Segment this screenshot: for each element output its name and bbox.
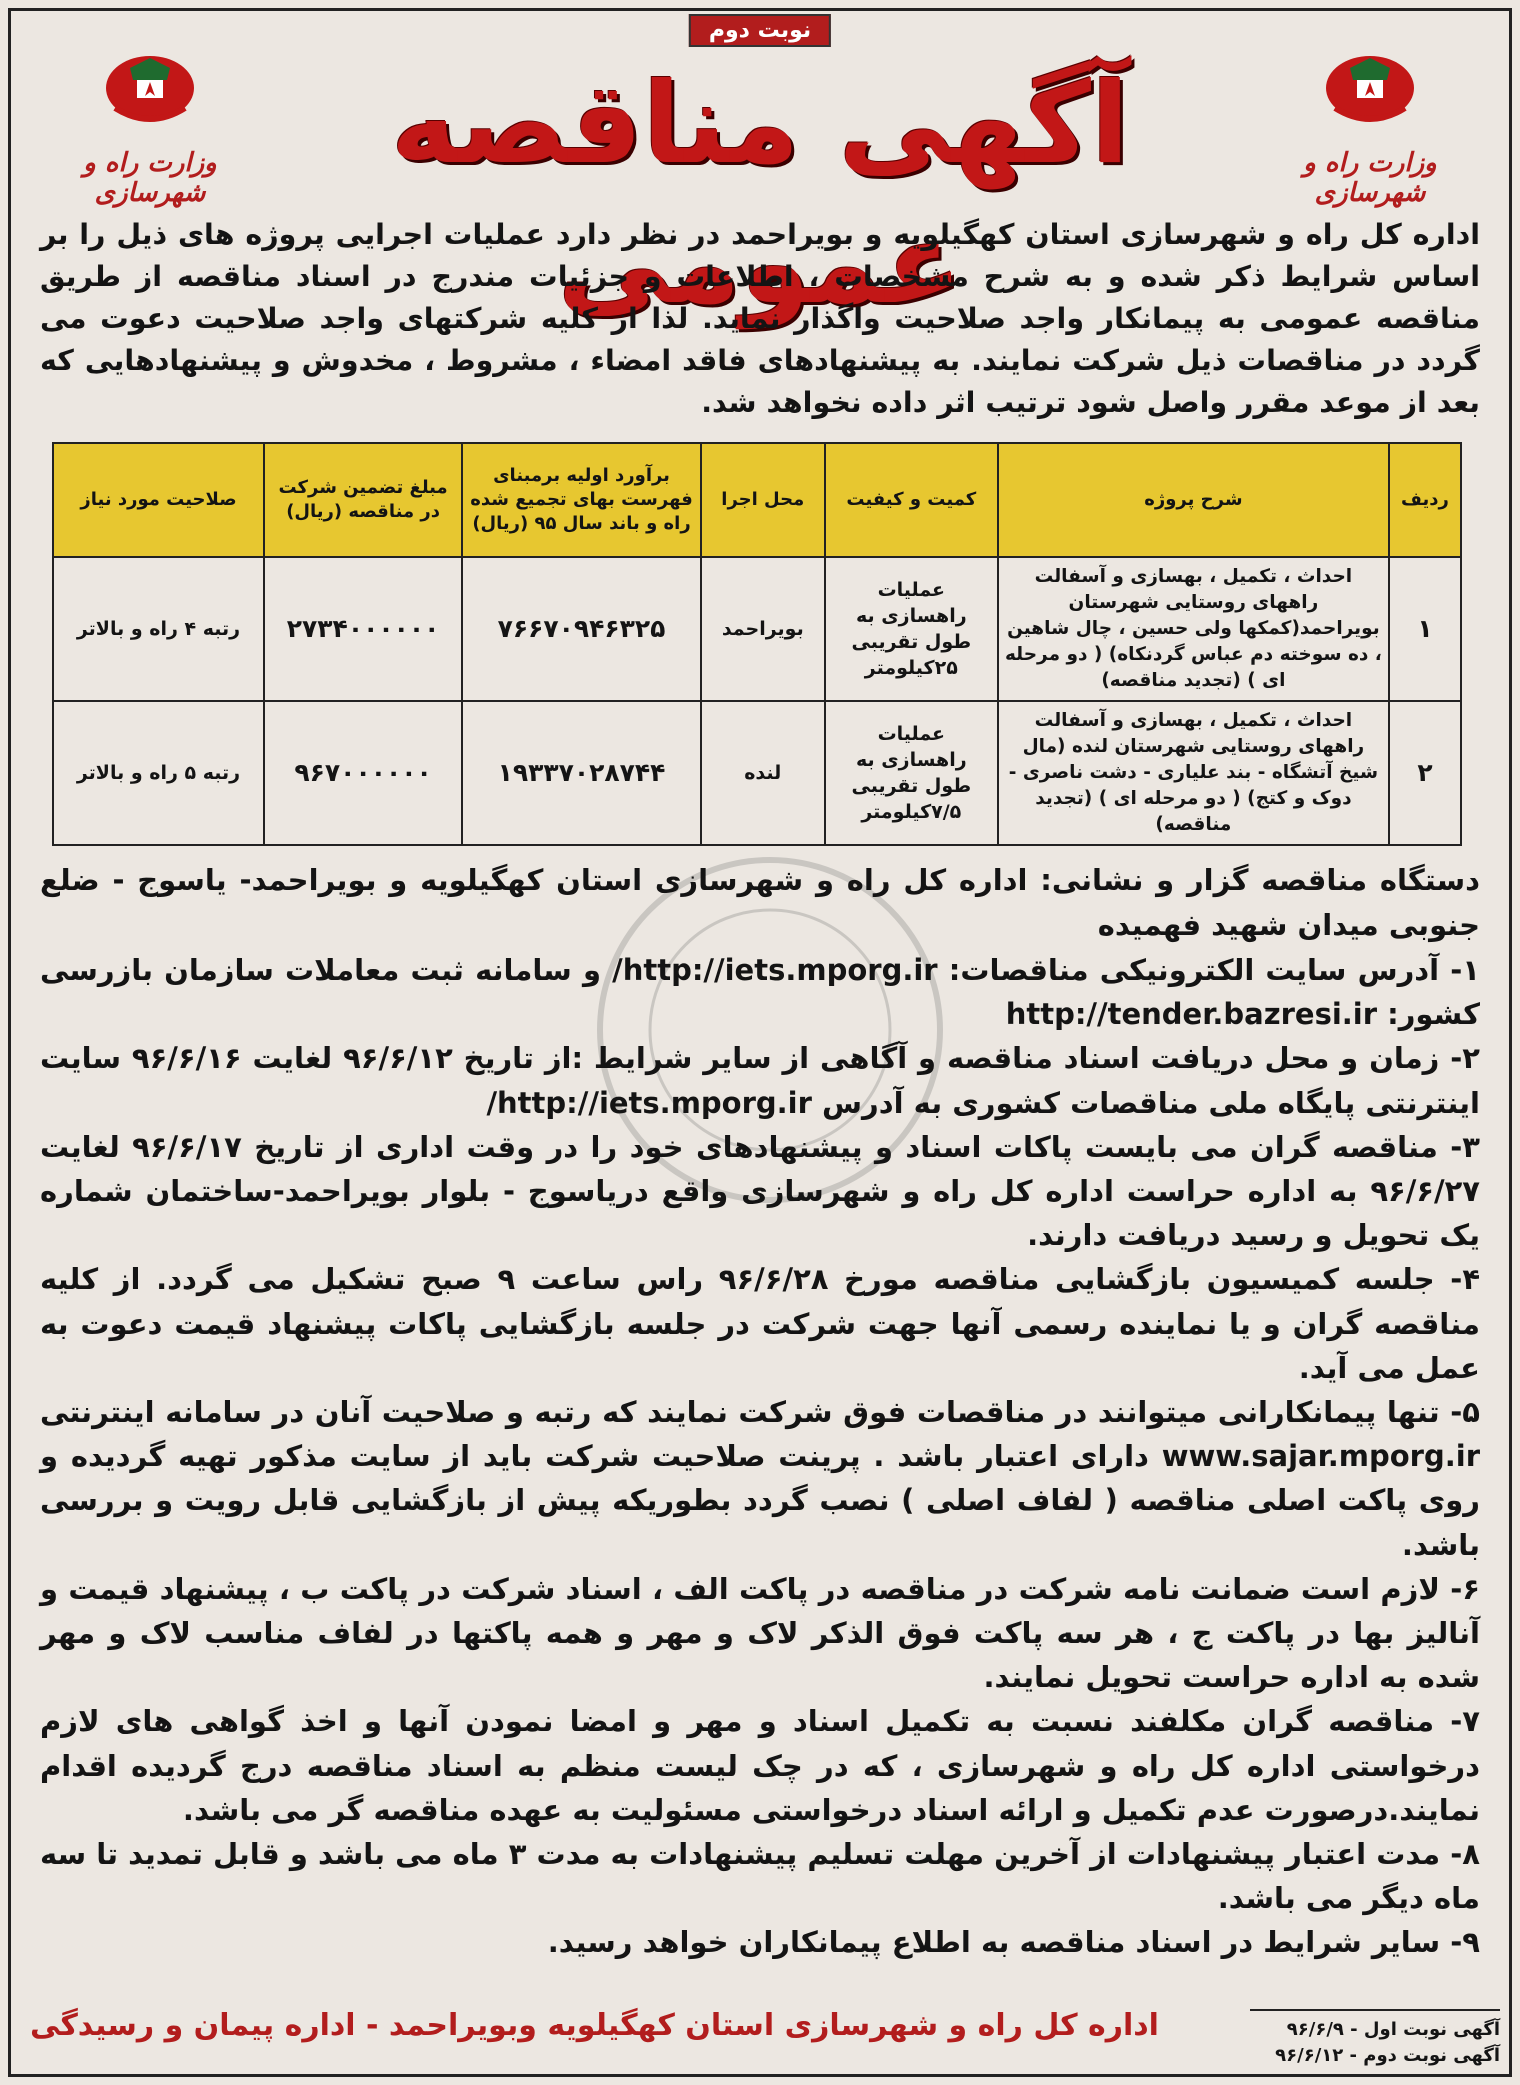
header-qualification: صلاحیت مورد نیاز bbox=[53, 443, 264, 557]
cell-row-number: ۱ bbox=[1389, 557, 1461, 701]
page-title: آگهی مناقصه عمومی bbox=[390, 59, 1130, 329]
cell-description: احداث ، تکمیل ، بهسازی و آسفالت راههای روستایی شهرستان بویراحمد(کمکها ولی حسین ، چال شاهین ، ده سوخته دم عباس گردنکاه) ( دو مرحله ای ) (تجدید مناقصه) bbox=[998, 557, 1389, 701]
tender-table bbox=[52, 442, 1462, 846]
emblem-icon bbox=[95, 50, 205, 142]
cell-qualification: رتبه ۴ راه و بالاتر bbox=[53, 557, 264, 701]
condition-item: ۵- تنها پیمانکارانی میتوانند در مناقصات فوق شرکت نمایند که رتبه و صلاحیت آنان در سامانه اینترنتی www.sajar.mporg.ir دارای اعتبار باشد . پرینت صلاحیت شرکت باید از سایت مذکور تهیه گردیده و روی پاکت اصلی مناقصه ( لفاف اصلی ) نصب گردد بطوریکه پیش از بازگشایی قابل رویت و بررسی باشد. bbox=[40, 1395, 1480, 1562]
ministry-logo-left bbox=[30, 44, 270, 208]
header-row-number: ردیف bbox=[1389, 443, 1461, 557]
condition-item: ۳- مناقصه گران می بایست پاکات اسناد و پیشنهادهای خود را در وقت اداری از تاریخ ۹۶/۶/۱۷ لغایت ۹۶/۶/۲۷ به اداره حراست اداره کل راه و شهرسازی واقع دریاسوج - بلوار بویراحمد-ساختمان شماره یک تحویل و رسید دریافت دارند. bbox=[40, 1129, 1480, 1253]
date-second-publication: آگهی نوبت دوم - ۹۶/۶/۱۲ bbox=[1275, 2045, 1500, 2066]
emblem-icon bbox=[1315, 50, 1425, 142]
cell-estimate: ۱۹۳۳۷۰۲۸۷۴۴ bbox=[462, 701, 701, 845]
cell-location: لنده bbox=[701, 701, 825, 845]
cell-description: احداث ، تکمیل ، بهسازی و آسفالت راههای روستایی شهرستان لنده (مال شیخ آتشگاه - بند علیاری - دشت ناصری - دوک و کتج) ( دو مرحله ای ) (تجدید مناقصه) bbox=[998, 701, 1389, 845]
date-first-publication: آگهی نوبت اول - ۹۶/۶/۹ bbox=[1286, 2019, 1500, 2040]
cell-qualification: رتبه ۵ راه و بالاتر bbox=[53, 701, 264, 845]
condition-item: ۲- زمان و محل دریافت اسناد مناقصه و آگاهی از سایر شرایط :از تاریخ ۹۶/۶/۱۲ لغایت ۹۶/۶/۱۶ سایت اینترنتی پایگاه ملی مناقصات کشوری به آدرس http://iets.mporg.ir/ bbox=[40, 1041, 1480, 1120]
cell-estimate: ۷۶۶۷۰۹۴۶۳۲۵ bbox=[462, 557, 701, 701]
ministry-label-left: وزارت راه و شهرسازی bbox=[83, 148, 217, 208]
table-header-row bbox=[53, 443, 1461, 557]
condition-item: ۷- مناقصه گران مکلفند نسبت به تکمیل اسناد و مهر و امضا نمودن آنها و اخذ گواهی های لازم درخواستی اداره کل راه و شهرسازی ، که در چک لیست منظم به اسناد مناقصه درج گردیده اقدام نمایند.درصورت عدم تکمیل و ارائه اسناد درخواستی مسئولیت به عهده مناقصه گر می باشد. bbox=[40, 1704, 1480, 1827]
cell-quantity: عملیات راهسازی به طول تقریبی ۷/۵کیلومتر bbox=[825, 701, 998, 845]
conditions-list bbox=[40, 948, 1480, 1965]
ministry-label-right: وزارت راه و شهرسازی bbox=[1303, 148, 1437, 208]
cell-guarantee: ۲۷۳۴۰۰۰۰۰۰ bbox=[264, 557, 462, 701]
table-row bbox=[53, 701, 1461, 845]
publication-dates bbox=[1250, 2009, 1500, 2069]
condition-item: ۱- آدرس سایت الکترونیکی مناقصات: http://iets.mporg.ir/ و سامانه ثبت معاملات سازمان بازرسی کشور: http://tender.bazresi.ir bbox=[40, 953, 1480, 1032]
cell-quantity: عملیات راهسازی به طول تقریبی ۲۵کیلومتر bbox=[825, 557, 998, 701]
header-description: شرح پروژه bbox=[998, 443, 1389, 557]
header-quantity: کمیت و کیفیت bbox=[825, 443, 998, 557]
header-location: محل اجرا bbox=[701, 443, 825, 557]
condition-item: ۹- سایر شرایط در اسناد مناقصه به اطلاع پیمانکاران خواهد رسید. bbox=[547, 1925, 1480, 1960]
cell-guarantee: ۹۶۷۰۰۰۰۰۰ bbox=[264, 701, 462, 845]
ministry-logo-right bbox=[1250, 44, 1490, 208]
intro-paragraph: اداره کل راه و شهرسازی استان کهگیلویه و بویراحمد در نظر دارد عملیات اجرایی پروژه های ذیل را بر اساس شرایط ذکر شده و به شرح مشخصات ، اطلاعات و جزئیات مندرج در اسناد مناقصه از طریق مناقصه عمومی به پیمانکار واجد صلاحیت واگذار نماید. لذا از کلیه شرکتهای واجد صلاحیت دعوت می گردد در مناقصات ذیل شرکت نمایند. به پیشنهادهای فاقد امضاء ، مشروط ، مخدوش و پیشنهادهایی که بعد از موعد مقرر واصل شود ترتیب اثر داده نخواهد شد. bbox=[40, 218, 1480, 419]
footer-organization: اداره کل راه و شهرسازی استان کهگیلویه وبویراحمد - اداره پیمان و رسیدگی bbox=[30, 2008, 1159, 2043]
cell-location: بویراحمد bbox=[701, 557, 825, 701]
header-guarantee: مبلغ تضمین شرکت در مناقصه (ریال) bbox=[264, 443, 462, 557]
organizer-address: دستگاه مناقصه گزار و نشانی: اداره کل راه و شهرسازی استان کهگیلویه و بویراحمد- یاسوج - ضلع جنوبی میدان شهید فهمیده bbox=[40, 863, 1480, 942]
table-row bbox=[53, 557, 1461, 701]
announcement-badge: نوبت دوم bbox=[689, 14, 831, 47]
condition-item: ۸- مدت اعتبار پیشنهادات از آخرین مهلت تسلیم پیشنهادات به مدت ۳ ماه می باشد و قابل تمدید تا سه ماه دیگر می باشد. bbox=[40, 1837, 1480, 1916]
cell-row-number: ۲ bbox=[1389, 701, 1461, 845]
header-estimate: برآورد اولیه برمبنای فهرست بهای تجمیع شده راه و باند سال ۹۵ (ریال) bbox=[462, 443, 701, 557]
condition-item: ۴- جلسه کمیسیون بازگشایی مناقصه مورخ ۹۶/۶/۲۸ راس ساعت ۹ صبح تشکیل می گردد. از کلیه مناقصه گران و یا نماینده رسمی آنها جهت شرکت در جلسه بازگشایی پاکات پیشنهاد قیمت دعوت به عمل می آید. bbox=[40, 1262, 1481, 1385]
condition-item: ۶- لازم است ضمانت نامه شرکت در مناقصه در پاکت الف ، اسناد شرکت در پاکت ب ، پیشنهاد قیمت و آنالیز بها در پاکت ج ، هر سه پاکت فوق الذکر لاک و مهر و همه پاکتها در لفاف مناسب لاک و مهر شده به اداره حراست تحویل نمایند. bbox=[40, 1571, 1480, 1695]
